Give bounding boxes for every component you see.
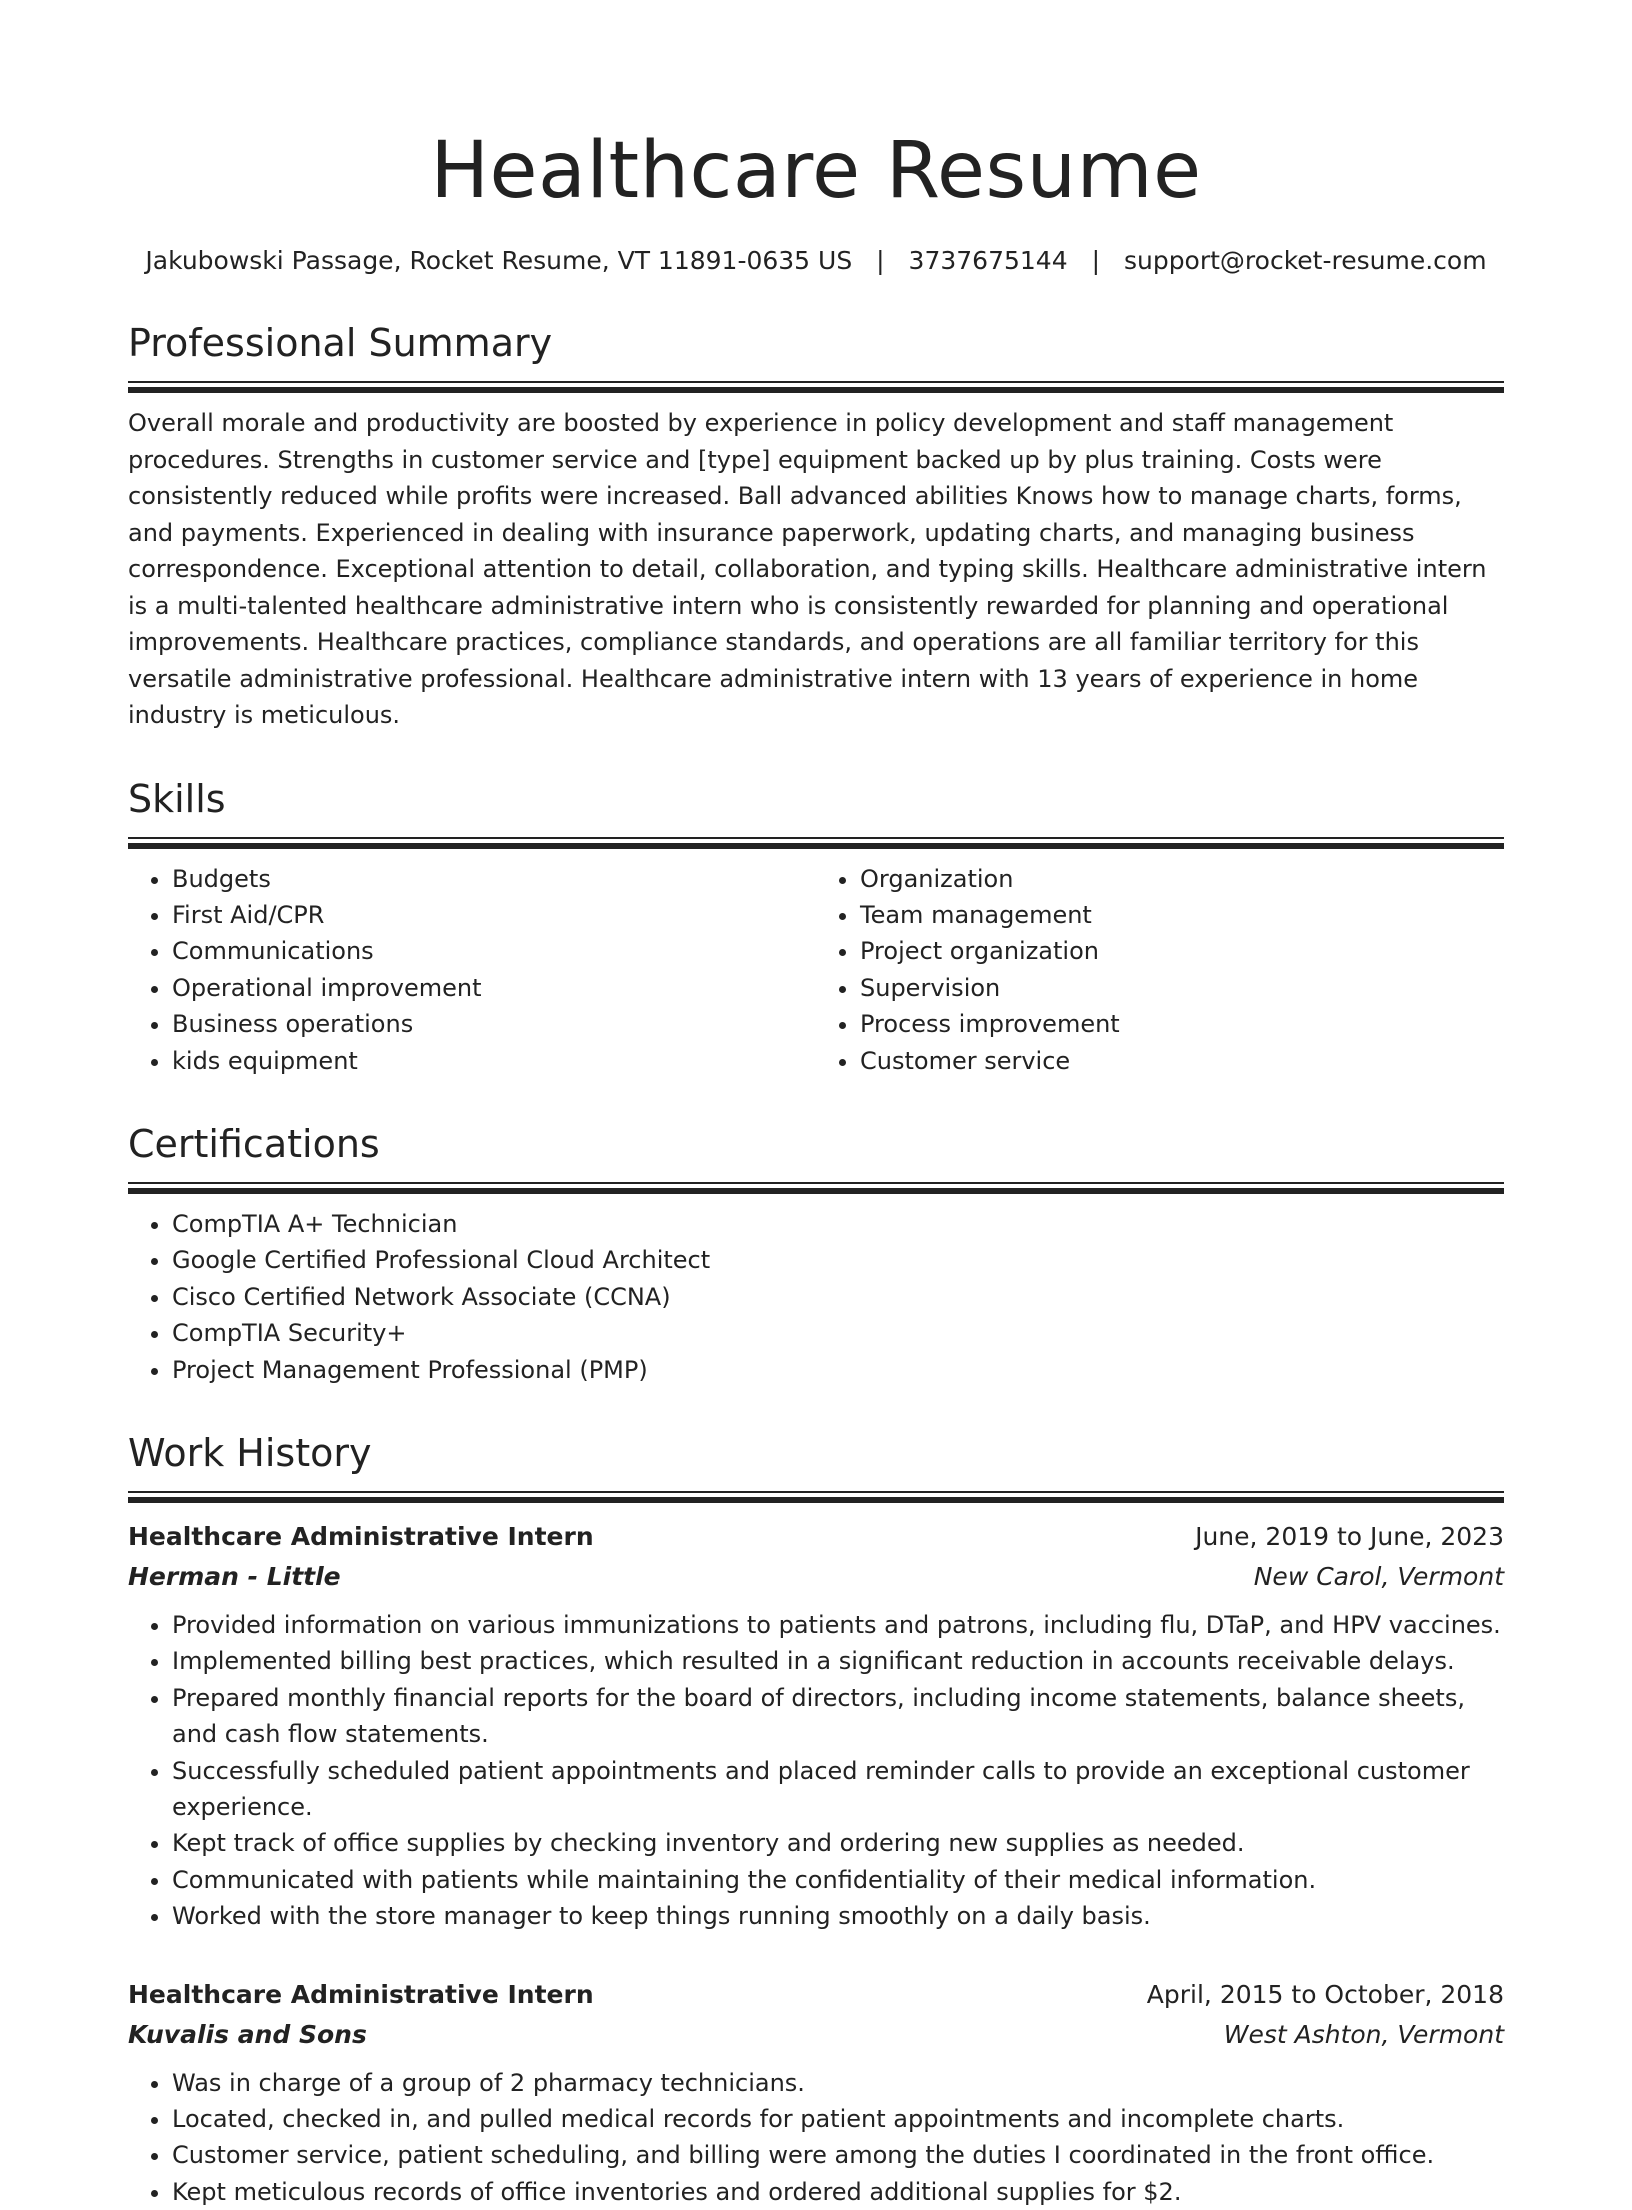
job-duty: • Successfully scheduled patient appointments and placed reminder calls to provide an exceptional customer experience. (172, 1753, 1504, 1826)
section-divider (128, 837, 1504, 849)
certification-item: • Project Management Professional (PMP) (172, 1352, 1504, 1388)
job-subheader (128, 1557, 1504, 1597)
skills-grid (128, 849, 1504, 1079)
job-duties-list (128, 2065, 1504, 2210)
job-location: New Carol, Vermont (1253, 1561, 1504, 1591)
job-company: Kuvalis and Sons (128, 2019, 367, 2049)
skill-item: • Team management (860, 897, 1504, 933)
contact-separator: | (876, 246, 885, 275)
skill-item: • Project organization (860, 933, 1504, 969)
job-title: Healthcare Administrative Intern (128, 1521, 594, 1551)
skill-item: • Communications (172, 933, 816, 969)
skill-item: • First Aid/CPR (172, 897, 816, 933)
work-history-heading: Work History (128, 1430, 372, 1475)
certifications-list (128, 1206, 1504, 1388)
skills-section (128, 774, 1504, 1079)
job-subheader (128, 2015, 1504, 2055)
job-header (128, 1517, 1504, 1557)
certification-item: • Google Certified Professional Cloud Architect (172, 1242, 1504, 1278)
skill-item: • Operational improvement (172, 970, 816, 1006)
job-entry (128, 1975, 1504, 2210)
job-company: Herman - Little (128, 1561, 341, 1591)
summary-heading: Professional Summary (128, 321, 553, 365)
skill-item: • Customer service (860, 1043, 1504, 1079)
resume-title: Healthcare Resume (430, 126, 1202, 216)
contact-separator: | (1091, 246, 1100, 275)
job-dates: June, 2019 to June, 2023 (1195, 1521, 1504, 1551)
job-title: Healthcare Administrative Intern (128, 1979, 594, 2009)
job-entry (128, 1517, 1504, 1935)
certifications-heading: Certifications (128, 1121, 380, 1166)
job-duty: • Worked with the store manager to keep things running smoothly on a daily basis. (172, 1898, 1504, 1934)
skill-item: • Business operations (172, 1006, 816, 1042)
skills-list-right (816, 861, 1504, 1079)
job-duty: • Prepared monthly financial reports for the board of directors, including income statements, balance sheets, and cash flow statements. (172, 1680, 1504, 1753)
summary-text: Overall morale and productivity are boosted by experience in policy development and staff management procedures. Strengths in customer service and [type] equipment backed up by plus training. Costs were consistently reduced while profits were increased. Ball advanced abilities Knows how to manage charts, forms, and payments. Experienced in dealing with insurance paperwork, updating charts, and managing business correspondence. Exceptional attention to detail, collaboration, and typing skills. Healthcare administrative intern is a multi-talented healthcare administrative intern who is consistently rewarded for planning and operational improvements. Healthcare practices, compliance standards, and operations are all familiar territory for this versatile administrative professional. Healthcare administrative intern with 13 years of experience in home industry is meticulous. (128, 409, 1487, 729)
skill-item: • Supervision (860, 970, 1504, 1006)
skills-heading: Skills (128, 776, 226, 821)
job-location: West Ashton, Vermont (1223, 2019, 1504, 2049)
job-dates: April, 2015 to October, 2018 (1146, 1979, 1504, 2009)
contact-line (128, 244, 1504, 278)
job-duty: • Communicated with patients while maintaining the confidentiality of their medical information. (172, 1862, 1504, 1898)
work-history-section (128, 1428, 1504, 2210)
certification-item: • Cisco Certified Network Associate (CCNA) (172, 1279, 1504, 1315)
skill-item: • kids equipment (172, 1043, 816, 1079)
certification-item: • CompTIA A+ Technician (172, 1206, 1504, 1242)
skill-item: • Process improvement (860, 1006, 1504, 1042)
section-divider (128, 1182, 1504, 1194)
contact-phone: 3737675144 (908, 246, 1068, 275)
contact-address: Jakubowski Passage, Rocket Resume, VT 11891-0635 US (145, 246, 853, 275)
job-duty: • Provided information on various immunizations to patients and patrons, including flu, DTaP, and HPV vaccines. (172, 1607, 1504, 1643)
job-duty: • Implemented billing best practices, which resulted in a significant reduction in accounts receivable delays. (172, 1643, 1504, 1679)
section-divider (128, 381, 1504, 393)
certifications-section (128, 1119, 1504, 1388)
skills-list-left (128, 861, 816, 1079)
job-duty: • Was in charge of a group of 2 pharmacy technicians. (172, 2065, 1504, 2101)
section-divider (128, 1491, 1504, 1503)
certification-item: • CompTIA Security+ (172, 1315, 1504, 1351)
skill-item: • Organization (860, 861, 1504, 897)
job-duties-list (128, 1607, 1504, 1935)
job-duty: • Customer service, patient scheduling, and billing were among the duties I coordinated in the front office. (172, 2137, 1504, 2173)
job-duty: • Kept track of office supplies by checking inventory and ordering new supplies as needed. (172, 1825, 1504, 1861)
job-duty: • Kept meticulous records of office inventories and ordered additional supplies for $2. (172, 2174, 1504, 2210)
job-duty: • Located, checked in, and pulled medical records for patient appointments and incomplete charts. (172, 2101, 1504, 2137)
job-header (128, 1975, 1504, 2015)
skill-item: • Budgets (172, 861, 816, 897)
summary-section (128, 318, 1504, 734)
contact-email: support@rocket-resume.com (1123, 246, 1487, 275)
